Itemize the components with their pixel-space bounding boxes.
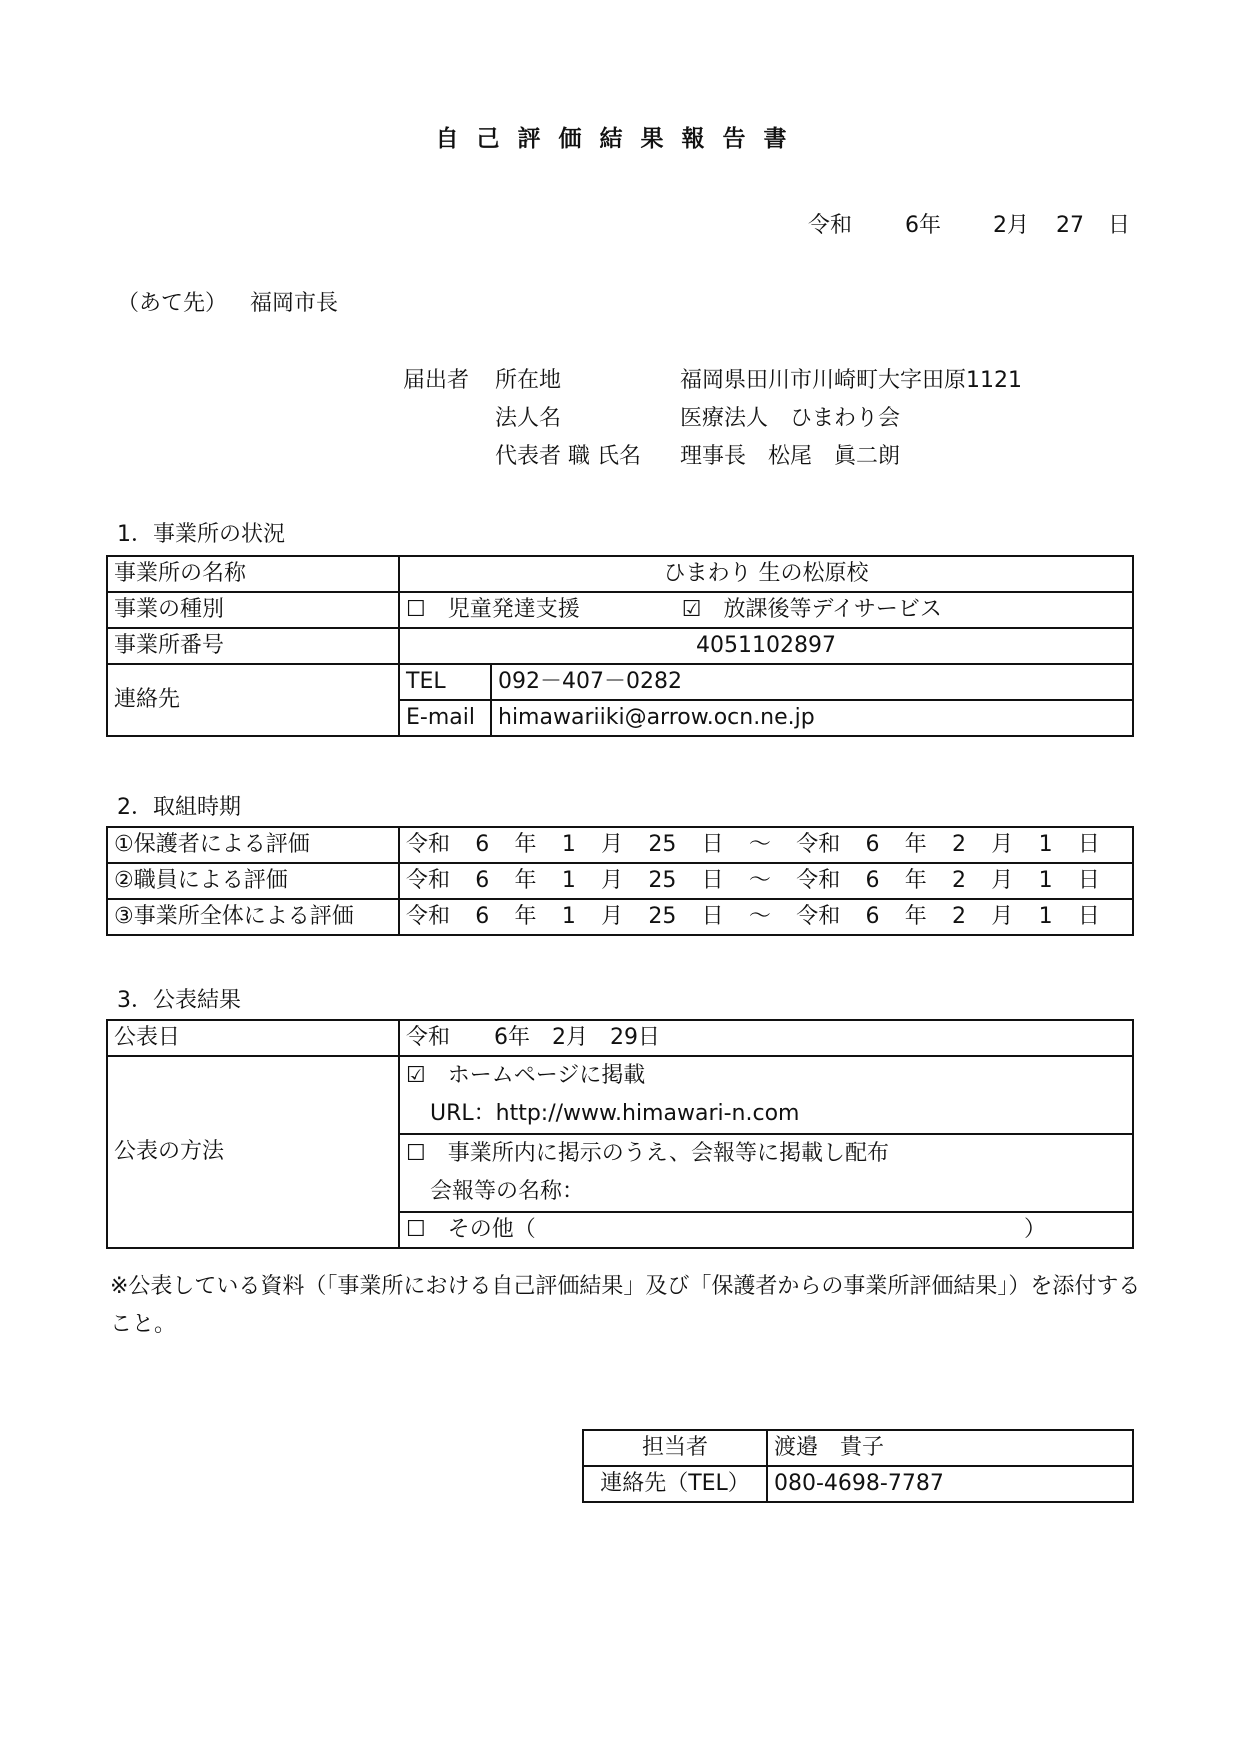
section3-heading: 3．公表結果: [117, 988, 241, 1013]
rep-value: 理事長 松尾 眞二朗: [680, 444, 901, 469]
table-row: [107, 556, 1133, 592]
period-part: 令和: [406, 868, 451, 893]
addressee-name: 福岡市長: [250, 291, 339, 316]
date-day: 27: [1056, 213, 1084, 238]
period-part: 1: [1038, 868, 1053, 893]
person-tel: 080-4698-7787: [767, 1466, 1133, 1502]
table-row: [107, 827, 1133, 863]
table-row: [107, 664, 1133, 700]
notifier-label: 届出者: [403, 368, 470, 393]
facility-name-value: ひまわり 生の松原校: [399, 556, 1133, 592]
facility-name-label: 事業所の名称: [107, 556, 399, 592]
period-part: 月: [991, 868, 1014, 893]
period-part: 6: [475, 868, 490, 893]
period-part: 2: [952, 904, 967, 929]
period-part: 日: [1077, 832, 1100, 857]
period-dates: [399, 863, 1133, 899]
period-part: 日: [701, 868, 724, 893]
tel-value: 092－407－0282: [491, 664, 1133, 700]
table-row: [107, 1056, 1133, 1134]
period-part: 日: [701, 904, 724, 929]
email-value: himawariiki@arrow.ocn.ne.jp: [491, 700, 1133, 736]
method-bulletin: [399, 1134, 1133, 1212]
person-name: 渡邉 貴子: [767, 1430, 1133, 1466]
period-part: 年: [904, 904, 927, 929]
business-type-cell: [399, 592, 1133, 628]
method-other: [399, 1212, 1133, 1248]
method-homepage-url: URL：http://www.himawari-n.com: [430, 1101, 800, 1126]
period-part: 年: [514, 832, 537, 857]
period-label: ②職員による評価: [107, 863, 399, 899]
period-part: 年: [514, 904, 537, 929]
period-part: 年: [904, 832, 927, 857]
period-dates: [399, 899, 1133, 935]
period-part: 25: [648, 904, 677, 929]
period-part: 6: [475, 832, 490, 857]
period-dates: [399, 827, 1133, 863]
document-title: 自己評価結果報告書: [435, 126, 805, 152]
address-value: 福岡県田川市川崎町大字田原1121: [680, 368, 1022, 393]
period-label: ③事業所全体による評価: [107, 899, 399, 935]
period-part: 2: [952, 868, 967, 893]
method-other-close: ）: [1023, 1217, 1046, 1242]
method-other-option: ☐ その他（: [406, 1217, 536, 1242]
type-option-after-school: ☑ 放課後等デイサービス: [681, 597, 942, 622]
publication-date-label: 公表日: [107, 1020, 399, 1056]
period-part: 1: [561, 832, 576, 857]
facility-status-table: [106, 555, 1134, 737]
business-type-label: 事業の種別: [107, 592, 399, 628]
method-bulletin-name: 会報等の名称：: [430, 1179, 585, 1204]
section1-heading: 1．事業所の状況: [117, 522, 285, 547]
period-part: 令和: [406, 904, 451, 929]
corp-label: 法人名: [495, 406, 562, 431]
email-label: E-mail: [399, 700, 491, 736]
period-part: 日: [1077, 904, 1100, 929]
facility-number-value: 4051102897: [399, 628, 1133, 664]
date-year: 6年: [905, 213, 941, 238]
period-part: 6: [475, 904, 490, 929]
addressee-label: （あて先）: [117, 291, 228, 316]
corp-value: 医療法人 ひまわり会: [680, 406, 901, 431]
period-part: 1: [561, 904, 576, 929]
method-bulletin-option: ☐ 事業所内に掲示のうえ、会報等に掲載し配布: [406, 1141, 890, 1166]
period-part: ～: [748, 868, 771, 893]
table-row: [107, 592, 1133, 628]
period-part: 日: [701, 832, 724, 857]
period-part: 年: [514, 868, 537, 893]
date-era: 令和: [808, 213, 853, 238]
method-homepage-option: ☑ ホームページに掲載: [406, 1063, 646, 1088]
person-label: 担当者: [583, 1430, 767, 1466]
publication-table: [106, 1019, 1134, 1249]
period-part: 6: [865, 868, 880, 893]
evaluation-period-table: [106, 826, 1134, 936]
address-label: 所在地: [495, 368, 562, 393]
period-part: 月: [601, 832, 624, 857]
period-part: 25: [648, 832, 677, 857]
period-part: 6: [865, 904, 880, 929]
period-part: 25: [648, 868, 677, 893]
period-part: 6: [865, 832, 880, 857]
period-part: 年: [904, 868, 927, 893]
contact-label: 連絡先: [107, 664, 399, 736]
period-part: 月: [991, 904, 1014, 929]
period-part: ～: [748, 904, 771, 929]
table-row: [583, 1466, 1133, 1502]
attachment-note: ※公表している資料（「事業所における自己評価結果」及び「保護者からの事業所評価結果」）を添付すること。: [110, 1274, 1141, 1337]
date-day-unit: 日: [1108, 213, 1131, 238]
period-part: 令和: [406, 832, 451, 857]
period-part: 月: [991, 832, 1014, 857]
table-row: [107, 899, 1133, 935]
table-row: [107, 863, 1133, 899]
period-part: 令和: [796, 868, 841, 893]
publication-date-value: 令和 6年 2月 29日: [399, 1020, 1133, 1056]
period-part: 1: [1038, 904, 1053, 929]
tel-label: TEL: [399, 664, 491, 700]
table-row: [583, 1430, 1133, 1466]
date-month: 2月: [993, 213, 1029, 238]
period-part: 日: [1077, 868, 1100, 893]
period-part: 1: [1038, 832, 1053, 857]
publication-method-label: 公表の方法: [107, 1056, 399, 1248]
contact-person-table: [582, 1429, 1134, 1503]
facility-number-label: 事業所番号: [107, 628, 399, 664]
table-row: [107, 628, 1133, 664]
period-part: ～: [748, 832, 771, 857]
period-part: 2: [952, 832, 967, 857]
period-part: 1: [561, 868, 576, 893]
table-row: [107, 1020, 1133, 1056]
period-part: 令和: [796, 904, 841, 929]
person-tel-label: 連絡先（TEL）: [583, 1466, 767, 1502]
type-option-child-development: ☐ 児童発達支援: [406, 597, 580, 622]
method-homepage: [399, 1056, 1133, 1134]
rep-label: 代表者 職 氏名: [495, 444, 641, 469]
period-part: 月: [601, 868, 624, 893]
period-part: 月: [601, 904, 624, 929]
period-label: ①保護者による評価: [107, 827, 399, 863]
section2-heading: 2．取組時期: [117, 795, 241, 820]
period-part: 令和: [796, 832, 841, 857]
